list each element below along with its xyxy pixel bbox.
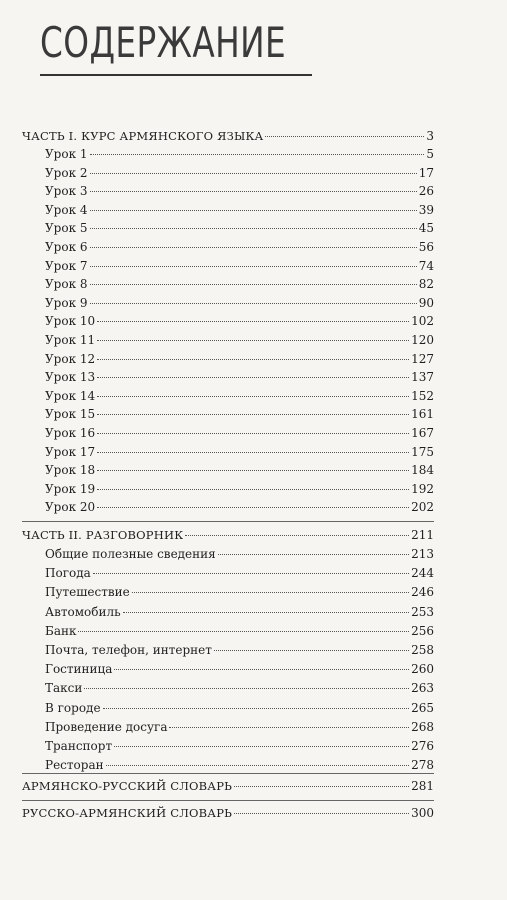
lesson-entry-leader — [90, 247, 417, 248]
part1-heading — [22, 129, 434, 143]
lesson-entry-leader — [97, 321, 409, 322]
lesson-entry-label: Урок 2 — [45, 165, 88, 180]
phrasebook-entry-page: 258 — [411, 643, 434, 657]
lesson-entry-label: Урок 14 — [45, 388, 96, 403]
phrasebook-entry-leader — [169, 727, 409, 728]
lesson-entry — [45, 147, 434, 161]
phrasebook-entry-page: 246 — [411, 585, 434, 600]
lesson-entry-page: 167 — [411, 426, 434, 440]
lesson-entry-leader — [90, 191, 417, 192]
phrasebook-entry-leader — [114, 669, 409, 670]
lesson-entry-leader — [97, 507, 409, 508]
lesson-entry-page: 82 — [418, 277, 434, 292]
lesson-entry-label: Урок 15 — [45, 407, 96, 422]
phrasebook-entry-leader — [103, 708, 410, 709]
lesson-entry-label: Урок 6 — [45, 240, 88, 254]
lesson-entry-page: 161 — [411, 407, 434, 422]
lesson-entry-label: Урок 17 — [45, 444, 96, 459]
phrasebook-entry-label: Путешествие — [45, 585, 130, 600]
phrasebook-entry-label: Почта, телефон, интернет — [45, 643, 212, 657]
lesson-entry — [45, 482, 434, 496]
phrasebook-entry-leader — [78, 631, 409, 632]
lesson-entry — [45, 407, 434, 421]
lesson-entry-label: Урок 4 — [45, 202, 88, 217]
lesson-entry — [45, 333, 434, 347]
phrasebook-entry — [45, 662, 434, 676]
lesson-entry — [45, 389, 434, 403]
dict2-entry-page: 300 — [411, 806, 434, 820]
lesson-entry — [45, 500, 434, 514]
lesson-entry-leader — [97, 377, 409, 378]
phrasebook-entry-label: В городе — [45, 700, 101, 715]
lesson-entry — [45, 240, 434, 254]
phrasebook-entry-page: 260 — [411, 662, 434, 677]
lesson-entry-label: Урок 9 — [45, 295, 88, 310]
dict1-entry-label: АРМЯНСКО-РУССКИЙ СЛОВАРЬ — [22, 779, 233, 793]
lesson-entry-page: 17 — [418, 165, 434, 180]
phrasebook-entry-page: 213 — [411, 547, 434, 561]
phrasebook-entry-label: Ресторан — [45, 758, 104, 773]
phrasebook-entry-page: 268 — [411, 719, 434, 734]
lesson-entry-page: 45 — [418, 221, 434, 236]
phrasebook-entry-leader — [214, 650, 409, 651]
phrasebook-entry-page: 253 — [411, 604, 434, 619]
lesson-entry-leader — [97, 433, 409, 434]
dict1-entry-leader — [234, 786, 409, 787]
dict1-entry-page: 281 — [411, 779, 434, 793]
part2-heading-label: ЧАСТЬ II. РАЗГОВОРНИК — [22, 528, 184, 542]
lesson-entry-page: 74 — [418, 258, 434, 273]
lesson-entry-leader — [97, 452, 409, 453]
lesson-entry-label: Урок 3 — [45, 184, 88, 199]
phrasebook-entry-page: 256 — [411, 623, 434, 638]
title-underline — [40, 74, 312, 76]
lesson-entry-page: 202 — [411, 500, 434, 515]
lesson-entry-page: 120 — [411, 333, 434, 347]
lesson-entry-page: 184 — [411, 463, 434, 478]
lesson-entry — [45, 203, 434, 217]
lesson-entry-leader — [90, 284, 417, 285]
phrasebook-entry-page: 263 — [411, 681, 434, 696]
phrasebook-entry-label: Погода — [45, 566, 91, 581]
part2-heading-page: 211 — [411, 528, 434, 542]
phrasebook-entry — [45, 585, 434, 599]
lesson-entry — [45, 352, 434, 366]
lesson-entry-leader — [97, 396, 409, 397]
dict1-entry — [22, 779, 434, 793]
page-title: СОДЕРЖАНИЕ — [40, 18, 287, 67]
phrasebook-entry-leader — [123, 612, 409, 613]
lesson-entry-page: 137 — [411, 370, 434, 385]
section-divider — [22, 521, 434, 522]
lesson-entry-page: 56 — [418, 240, 434, 254]
phrasebook-entry-leader — [93, 573, 409, 574]
phrasebook-entry — [45, 720, 434, 734]
lesson-entry — [45, 259, 434, 273]
dict2-entry — [22, 806, 434, 820]
lesson-entry — [45, 184, 434, 198]
lesson-entry-label: Урок 12 — [45, 351, 96, 366]
lesson-entry-label: Урок 18 — [45, 463, 96, 478]
lesson-entry-page: 152 — [411, 388, 434, 403]
lesson-entry — [45, 296, 434, 310]
lesson-entry — [45, 221, 434, 235]
lesson-entry-page: 39 — [418, 202, 434, 217]
section-divider — [22, 773, 434, 774]
phrasebook-entry-page: 244 — [411, 566, 434, 581]
lesson-entry-leader — [90, 228, 417, 229]
lesson-entry-page: 102 — [411, 314, 434, 329]
phrasebook-entry-label: Проведение досуга — [45, 719, 168, 734]
lesson-entry-page: 175 — [411, 444, 434, 459]
lesson-entry-page: 127 — [411, 351, 434, 366]
phrasebook-entry-leader — [114, 746, 409, 747]
phrasebook-entry-leader — [84, 688, 409, 689]
part2-heading-leader — [185, 535, 409, 536]
lesson-entry-label: Урок 20 — [45, 500, 96, 515]
phrasebook-entry — [45, 643, 434, 657]
part2-heading — [22, 528, 434, 542]
lesson-entry-leader — [97, 489, 409, 490]
lesson-entry-page: 5 — [426, 147, 434, 161]
lesson-entry-page: 90 — [418, 295, 434, 310]
lesson-entry-page: 192 — [411, 481, 434, 496]
phrasebook-entry-page: 276 — [411, 739, 434, 753]
phrasebook-entry-label: Автомобиль — [45, 604, 121, 619]
phrasebook-entry-label: Гостиница — [45, 662, 113, 677]
phrasebook-entry-label: Банк — [45, 623, 77, 638]
part1-heading-leader — [265, 136, 424, 137]
lesson-entry-leader — [97, 414, 409, 415]
lesson-entry — [45, 463, 434, 477]
phrasebook-entry-label: Транспорт — [45, 739, 113, 753]
lesson-entry-leader — [97, 359, 409, 360]
lesson-entry-label: Урок 5 — [45, 221, 88, 236]
lesson-entry-label: Урок 16 — [45, 426, 96, 440]
lesson-entry-label: Урок 8 — [45, 277, 88, 292]
phrasebook-entry-page: 278 — [411, 758, 434, 773]
lesson-entry — [45, 277, 434, 291]
phrasebook-entry — [45, 605, 434, 619]
dict2-entry-leader — [234, 813, 409, 814]
lesson-entry — [45, 166, 434, 180]
phrasebook-entry-leader — [106, 765, 410, 766]
lesson-entry-label: Урок 7 — [45, 258, 88, 273]
phrasebook-entry — [45, 758, 434, 772]
part1-heading-page: 3 — [426, 129, 434, 143]
lesson-entry-label: Урок 11 — [45, 333, 96, 347]
phrasebook-entry-label: Общие полезные сведения — [45, 547, 216, 561]
lesson-entry-leader — [90, 303, 417, 304]
phrasebook-entry — [45, 566, 434, 580]
lesson-entry-leader — [90, 266, 417, 267]
phrasebook-entry-leader — [218, 554, 409, 555]
phrasebook-entry — [45, 701, 434, 715]
lesson-entry — [45, 314, 434, 328]
lesson-entry-leader — [90, 210, 417, 211]
lesson-entry — [45, 445, 434, 459]
lesson-entry-leader — [97, 340, 409, 341]
lesson-entry-leader — [90, 173, 417, 174]
part1-heading-label: ЧАСТЬ I. КУРС АРМЯНСКОГО ЯЗЫКА — [22, 129, 264, 143]
phrasebook-entry-leader — [132, 592, 409, 593]
lesson-entry-page: 26 — [418, 184, 434, 199]
phrasebook-entry — [45, 739, 434, 753]
lesson-entry — [45, 370, 434, 384]
lesson-entry-label: Урок 13 — [45, 370, 96, 385]
phrasebook-entry-label: Такси — [45, 681, 83, 696]
lesson-entry-leader — [90, 154, 425, 155]
lesson-entry-label: Урок 10 — [45, 314, 96, 329]
phrasebook-entry — [45, 681, 434, 695]
section-divider — [22, 800, 434, 801]
phrasebook-entry — [45, 547, 434, 561]
lesson-entry-leader — [97, 470, 409, 471]
lesson-entry-label: Урок 1 — [45, 147, 88, 161]
phrasebook-entry — [45, 624, 434, 638]
dict2-entry-label: РУССКО-АРМЯНСКИЙ СЛОВАРЬ — [22, 806, 233, 820]
lesson-entry-label: Урок 19 — [45, 481, 96, 496]
phrasebook-entry-page: 265 — [411, 700, 434, 715]
lesson-entry — [45, 426, 434, 440]
